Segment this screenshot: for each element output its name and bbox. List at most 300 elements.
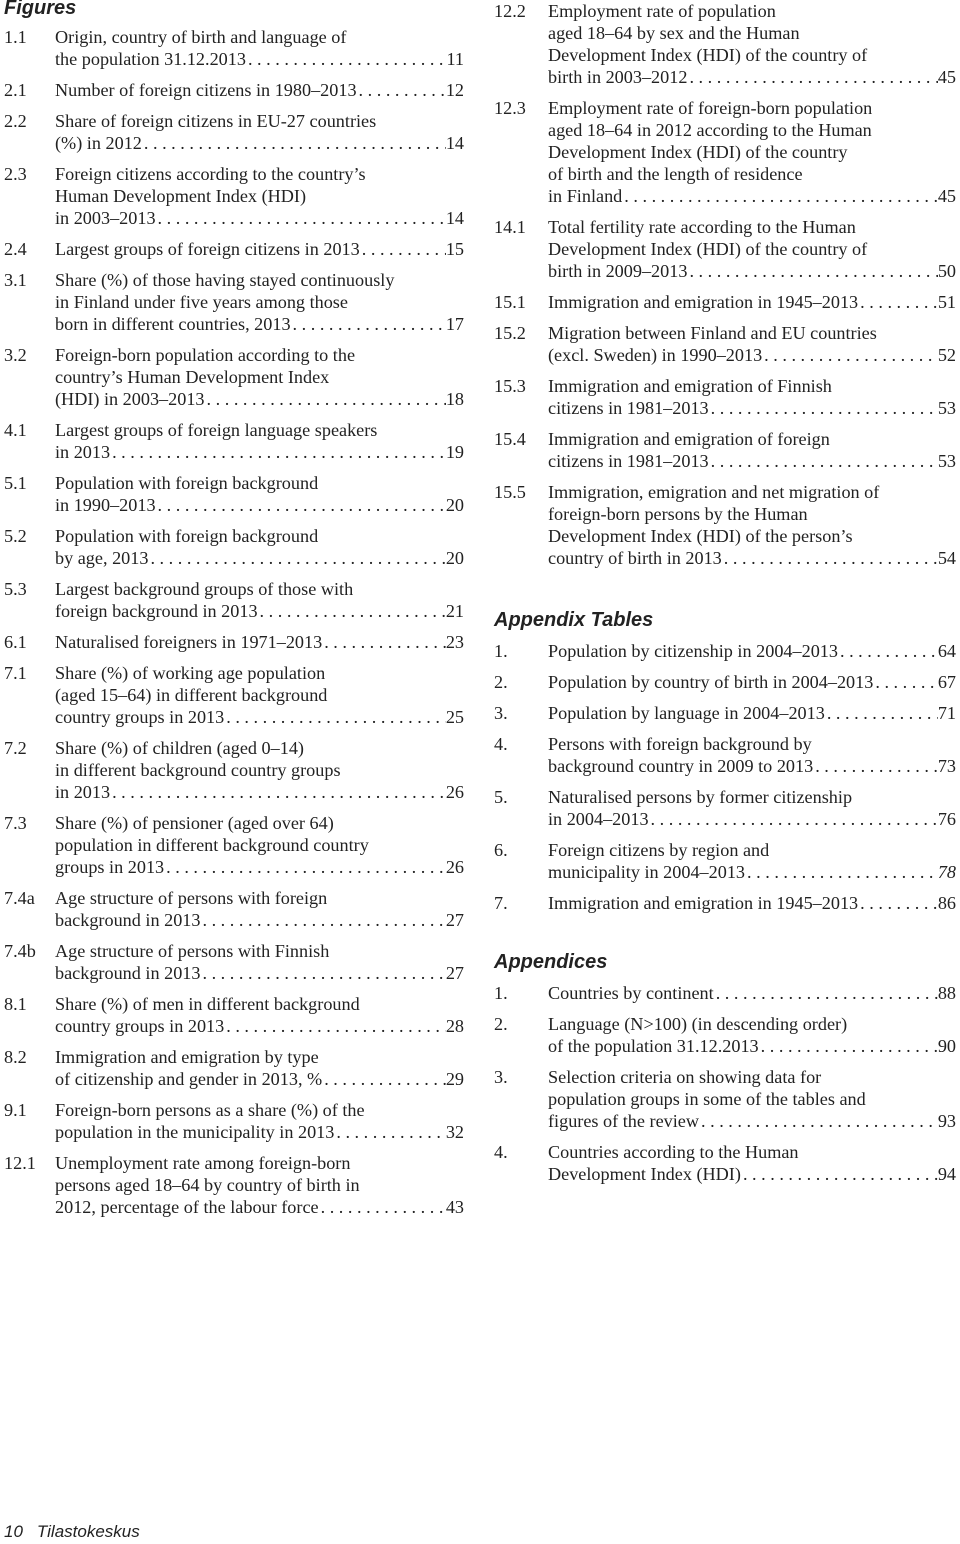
page-reference: 18 [445,389,464,409]
toc-entry-line: Naturalised persons by former citizenship [548,787,853,807]
page-reference: 25 [445,707,464,727]
toc-entry [494,428,956,472]
page-reference: 12 [445,80,464,100]
toc-entry [4,737,464,803]
toc-entry-last-line [548,291,956,313]
page-reference: 23 [445,632,464,652]
page-reference: 45 [937,67,956,87]
toc-entry [4,269,464,335]
dot-leader [762,344,938,366]
toc-entry-number: 5. [494,787,508,807]
page-reference: 93 [937,1111,956,1131]
dot-leader [687,260,937,282]
page-reference: 17 [445,314,464,334]
toc-entry-line: foreign-born persons by the Human [548,504,808,524]
toc-entry-text [548,1141,956,1185]
toc-entry-last-line [548,450,956,472]
toc-entry-number: 1. [494,983,508,1003]
toc-entry-line: Age structure of persons with foreign [55,888,328,908]
toc-entry [494,839,956,883]
toc-entry-line: Immigration, emigration and net migration of [548,482,880,502]
toc-entry-text [55,26,464,70]
toc-entry-number: 6.1 [4,632,27,652]
toc-entry-line: Share of foreign citizens in EU-27 countries [55,111,377,131]
page-reference: 27 [445,963,464,983]
toc-entry-text [55,79,464,101]
toc-entry-number: 7.4a [4,888,35,908]
dot-leader [709,397,938,419]
toc-entry-last-line [548,702,956,724]
dot-leader [319,1196,446,1218]
dot-leader [322,631,446,653]
dot-leader [741,1163,938,1185]
dot-leader [148,547,445,569]
toc-entry-line: foreign background in 2013 [55,601,258,621]
page-reference: 20 [445,548,464,568]
toc-entry-line: in 2013 [55,782,111,802]
toc-entry-line: Share (%) of pensioner (aged over 64) [55,813,334,833]
page-number: 10 [4,1522,23,1541]
toc-entry-text [548,1013,956,1057]
dot-leader [687,66,937,88]
toc-entry-line: Population with foreign background [55,473,319,493]
page-reference: 73 [937,756,956,776]
toc-entry-number: 1.1 [4,27,27,47]
toc-entry-line: (aged 15–64) in different background [55,685,328,705]
toc-entry-line: country groups in 2013 [55,1016,225,1036]
toc-entry [494,291,956,313]
toc-entry-last-line [548,397,956,419]
toc-entry-line: Migration between Finland and EU countries [548,323,877,343]
toc-entry-last-line [55,856,464,878]
page-reference: 76 [937,809,956,829]
dot-leader [110,781,446,803]
toc-entry [4,1099,464,1143]
toc-entry [494,733,956,777]
left-column [4,0,464,1227]
dot-leader [258,600,446,622]
toc-entry-text [548,322,956,366]
toc-entry-last-line [548,892,956,914]
toc-entry-line: Persons with foreign background by [548,734,812,754]
dot-leader [759,1035,938,1057]
toc-entry-line: in Finland [548,186,623,206]
toc-entry-number: 5.1 [4,473,27,493]
page-reference: 53 [937,398,956,418]
toc-entry-last-line [55,207,464,229]
toc-entry-line: in 1990–2013 [55,495,156,515]
page-reference: 52 [937,345,956,365]
toc-entry-number: 2. [494,1014,508,1034]
toc-entry-number: 4. [494,734,508,754]
toc-entry-line: population groups in some of the tables and [548,1089,866,1109]
page-reference: 88 [937,983,956,1003]
dot-leader [156,494,446,516]
toc-entry-last-line [55,1121,464,1143]
figures-heading: Figures [4,0,77,19]
toc-entry-last-line [548,344,956,366]
toc-entry [494,216,956,282]
toc-entry [494,97,956,207]
toc-entry-line: background in 2013 [55,910,201,930]
toc-entry-number: 3.1 [4,270,27,290]
toc-entry-line: Human Development Index (HDI) [55,186,307,206]
toc-entry [4,525,464,569]
toc-entry-number: 5.2 [4,526,27,546]
toc-entry [4,344,464,410]
toc-entry-line: country groups in 2013 [55,707,225,727]
appendices-list [494,982,956,1185]
toc-entry-line: Countries according to the Human [548,1142,799,1162]
toc-entry-line: the population 31.12.2013 [55,49,246,69]
toc-entry-text [55,419,464,463]
toc-entry [4,1046,464,1090]
toc-entry-last-line [548,808,956,830]
toc-entry-number: 12.1 [4,1153,36,1173]
dot-leader [200,909,445,931]
page-reference: 50 [937,261,956,281]
toc-entry-number: 7. [494,893,508,913]
toc-entry-line: in Finland under five years among those [55,292,348,312]
toc-entry-number: 14.1 [494,217,526,237]
toc-entry-line: Immigration and emigration in 1945–2013 [548,292,859,312]
toc-entry-number: 4. [494,1142,508,1162]
page-reference: 29 [445,1069,464,1089]
toc-entry-line: Population by citizenship in 2004–2013 [548,641,838,661]
toc-entry-line: in 2013 [55,442,111,462]
toc-entry-line: Immigration and emigration of foreign [548,429,830,449]
toc-entry-text [55,344,464,410]
toc-entry-number: 2.3 [4,164,27,184]
dot-leader [334,1121,445,1143]
toc-entry-line: Immigration and emigration in 1945–2013 [548,893,859,913]
page-reference: 26 [445,782,464,802]
toc-entry-number: 12.2 [494,1,526,21]
toc-entry-number: 7.4b [4,941,36,961]
page-reference: 19 [445,442,464,462]
page-reference: 27 [445,910,464,930]
toc-entry-last-line [55,1196,464,1218]
toc-entry [4,578,464,622]
dot-leader [745,861,938,883]
toc-entry-number: 2.2 [4,111,27,131]
toc-entry [4,238,464,260]
toc-entry [4,110,464,154]
toc-entry-last-line [55,441,464,463]
toc-entry-text [55,993,464,1037]
toc-entry-line: born in different countries, 2013 [55,314,291,334]
toc-entry-number: 8.2 [4,1047,27,1067]
toc-entry-text [548,892,956,914]
toc-entry-last-line [548,547,956,569]
toc-entry-last-line [548,755,956,777]
toc-entry-text [548,1066,956,1132]
toc-entry-line: country’s Human Development Index [55,367,330,387]
toc-entry-text [55,1152,464,1218]
dot-leader [110,441,446,463]
toc-entry-last-line [55,494,464,516]
dot-leader [722,547,938,569]
toc-entry [494,1066,956,1132]
toc-entry [4,163,464,229]
toc-entry-line: Countries by continent [548,983,714,1003]
toc-entry-number: 6. [494,840,508,860]
dot-leader [322,1068,446,1090]
dot-leader [164,856,446,878]
toc-entry-last-line [55,962,464,984]
toc-entry [4,1152,464,1218]
publisher-name: Tilastokeskus [36,1522,140,1541]
toc-entry-last-line [548,671,956,693]
page-reference: 90 [937,1036,956,1056]
toc-entry [494,1013,956,1057]
dot-leader [825,702,938,724]
toc-entry-line: population in different background country [55,835,369,855]
toc-entry-line: Unemployment rate among foreign-born [55,1153,351,1173]
toc-entry-line: Development Index (HDI) of the country of [548,239,868,259]
toc-entry [494,375,956,419]
page-reference: 11 [446,49,464,69]
toc-entry-last-line [55,631,464,653]
toc-entry [494,786,956,830]
dot-leader [858,892,938,914]
page-footer [4,1522,140,1542]
toc-entry-line: Share (%) of those having stayed continuously [55,270,395,290]
dot-leader [224,706,446,728]
toc-entry-number: 1. [494,641,508,661]
toc-entry-number: 2.1 [4,80,27,100]
dot-leader [357,79,446,101]
page-reference: 28 [445,1016,464,1036]
toc-entry [494,702,956,724]
toc-entry [494,892,956,914]
toc-entry-last-line [55,132,464,154]
toc-entry-text [548,375,956,419]
page-reference: 14 [445,133,464,153]
dot-leader [224,1015,446,1037]
toc-entry-line: Population by country of birth in 2004–2013 [548,672,874,692]
toc-entry-line: in 2003–2013 [55,208,156,228]
toc-entry-line: (HDI) in 2003–2013 [55,389,205,409]
toc-entry-last-line [548,1035,956,1057]
toc-entry-last-line [55,238,464,260]
toc-entry-number: 3.2 [4,345,27,365]
toc-entry-line: Immigration and emigration of Finnish [548,376,832,396]
toc-entry-text [55,238,464,260]
dot-leader [142,132,446,154]
toc-entry-line: Development Index (HDI) of the country of [548,45,868,65]
toc-entry-text [55,662,464,728]
toc-entry-line: birth in 2003–2012 [548,67,688,87]
toc-entry-last-line [55,1068,464,1090]
toc-entry-text [55,1099,464,1143]
toc-entry-last-line [55,48,464,70]
toc-entry [494,481,956,569]
dot-leader [873,671,937,693]
appendix-tables-list [494,640,956,914]
page-reference: 67 [937,672,956,692]
page-reference: 94 [937,1164,956,1184]
toc-entry-line: in different background country groups [55,760,341,780]
toc-entry [494,982,956,1004]
toc-entry-number: 7.1 [4,663,27,683]
page-reference: 21 [445,601,464,621]
toc-entry-line: Largest groups of foreign citizens in 2013 [55,239,360,259]
toc-entry [4,472,464,516]
toc-entry-number: 7.3 [4,813,27,833]
toc-entry-line: of the population 31.12.2013 [548,1036,759,1056]
toc-entry-line: background in 2013 [55,963,201,983]
toc-entry-number: 15.2 [494,323,526,343]
toc-entry-text [55,887,464,931]
toc-entry-line: Foreign citizens according to the country’s [55,164,366,184]
toc-entry-last-line [55,547,464,569]
toc-entry-number: 4.1 [4,420,27,440]
toc-entry-line: country of birth in 2013 [548,548,722,568]
toc-entry-number: 5.3 [4,579,27,599]
dot-leader [709,450,938,472]
toc-entry-last-line [548,640,956,662]
page-reference: 26 [445,857,464,877]
figures-list-continued [494,0,956,569]
dot-leader [714,982,938,1004]
toc-entry-text [548,671,956,693]
toc-entry-text [548,839,956,883]
toc-entry-last-line [55,1015,464,1037]
page-reference: 86 [937,893,956,913]
toc-entry-line: citizens in 1981–2013 [548,398,709,418]
toc-entry-text [55,1046,464,1090]
toc-entry-line: Employment rate of foreign-born population [548,98,873,118]
toc-entry-line: birth in 2009–2013 [548,261,688,281]
toc-entry-line: citizens in 1981–2013 [548,451,709,471]
toc-entry-line: Employment rate of population [548,1,776,21]
toc-entry-line: Foreign-born persons as a share (%) of the [55,1100,365,1120]
toc-entry [4,26,464,70]
toc-entry-text [55,812,464,878]
toc-entry-number: 15.3 [494,376,526,396]
toc-entry-number: 2. [494,672,508,692]
page-reference: 53 [937,451,956,471]
toc-entry-line: Naturalised foreigners in 1971–2013 [55,632,323,652]
page-reference: 14 [445,208,464,228]
page-reference: 71 [937,703,956,723]
toc-entry [494,322,956,366]
toc-entry-line: aged 18–64 in 2012 according to the Human [548,120,872,140]
toc-entry-last-line [548,66,956,88]
toc-entry-last-line [548,260,956,282]
dot-leader [649,808,938,830]
figures-list [4,26,464,1218]
toc-entry-text [55,269,464,335]
toc-entry-line: Foreign citizens by region and [548,840,770,860]
dot-leader [838,640,938,662]
toc-entry-line: of citizenship and gender in 2013, % [55,1069,323,1089]
toc-entry [4,940,464,984]
toc-entry-number: 3. [494,703,508,723]
appendix-tables-heading: Appendix Tables [494,609,654,631]
dot-leader [360,238,446,260]
toc-entry-last-line [548,1163,956,1185]
toc-entry-number: 2.4 [4,239,27,259]
toc-entry [4,631,464,653]
toc-entry-line: population in the municipality in 2013 [55,1122,335,1142]
toc-entry-line: (excl. Sweden) in 1990–2013 [548,345,763,365]
dot-leader [205,388,446,410]
toc-entry-line: (%) in 2012 [55,133,142,153]
toc-entry-line: 2012, percentage of the labour force [55,1197,319,1217]
toc-entry-line: aged 18–64 by sex and the Human [548,23,800,43]
toc-entry [4,79,464,101]
dot-leader [813,755,938,777]
toc-entry-text [548,428,956,472]
toc-entry-line: Immigration and emigration by type [55,1047,319,1067]
toc-entry-number: 15.1 [494,292,526,312]
toc-entry-line: Origin, country of birth and language of [55,27,347,47]
toc-entry-line: Foreign-born population according to the [55,345,356,365]
toc-entry-text [55,525,464,569]
toc-entry-line: figures of the review [548,1111,699,1131]
toc-entry-text [548,481,956,569]
toc-entry-last-line [55,706,464,728]
toc-entry-line: Number of foreign citizens in 1980–2013 [55,80,357,100]
toc-entry-line: Development Index (HDI) of the person’s [548,526,853,546]
page-reference: 54 [937,548,956,568]
toc-entry-last-line [55,600,464,622]
dot-leader [291,313,446,335]
page-reference: 51 [937,292,956,312]
dot-leader [246,48,447,70]
toc-entry-text [548,982,956,1004]
toc-entry [494,0,956,88]
toc-entry [494,671,956,693]
page-reference: 45 [937,186,956,206]
toc-entry-text [548,291,956,313]
toc-entry-number: 9.1 [4,1100,27,1120]
toc-entry-last-line [55,781,464,803]
appendices-heading: Appendices [494,951,608,973]
toc-entry [4,812,464,878]
toc-entry-text [548,640,956,662]
dot-leader [858,291,938,313]
page-reference: 78 [937,862,956,882]
toc-entry-text [55,940,464,984]
toc-entry-line: Age structure of persons with Finnish [55,941,330,961]
toc-entry-line: background country in 2009 to 2013 [548,756,814,776]
toc-entry-line: Total fertility rate according to the Human [548,217,856,237]
toc-entry-line: Population with foreign background [55,526,319,546]
toc-entry-last-line [55,388,464,410]
toc-entry-line: Selection criteria on showing data for [548,1067,822,1087]
dot-leader [622,185,938,207]
toc-entry-last-line [548,185,956,207]
page-reference: 20 [445,495,464,515]
toc-entry [4,662,464,728]
toc-entry-line: persons aged 18–64 by country of birth in [55,1175,360,1195]
toc-entry-text [548,733,956,777]
dot-leader [156,207,446,229]
toc-entry-number: 15.5 [494,482,526,502]
toc-entry-text [55,163,464,229]
toc-entry-number: 7.2 [4,738,27,758]
toc-entry-line: Development Index (HDI) of the country [548,142,848,162]
toc-entry [4,887,464,931]
toc-entry-text [55,472,464,516]
toc-entry-last-line [548,1110,956,1132]
toc-entry-line: in 2004–2013 [548,809,649,829]
toc-entry-line: municipality in 2004–2013 [548,862,746,882]
toc-entry-last-line [55,313,464,335]
